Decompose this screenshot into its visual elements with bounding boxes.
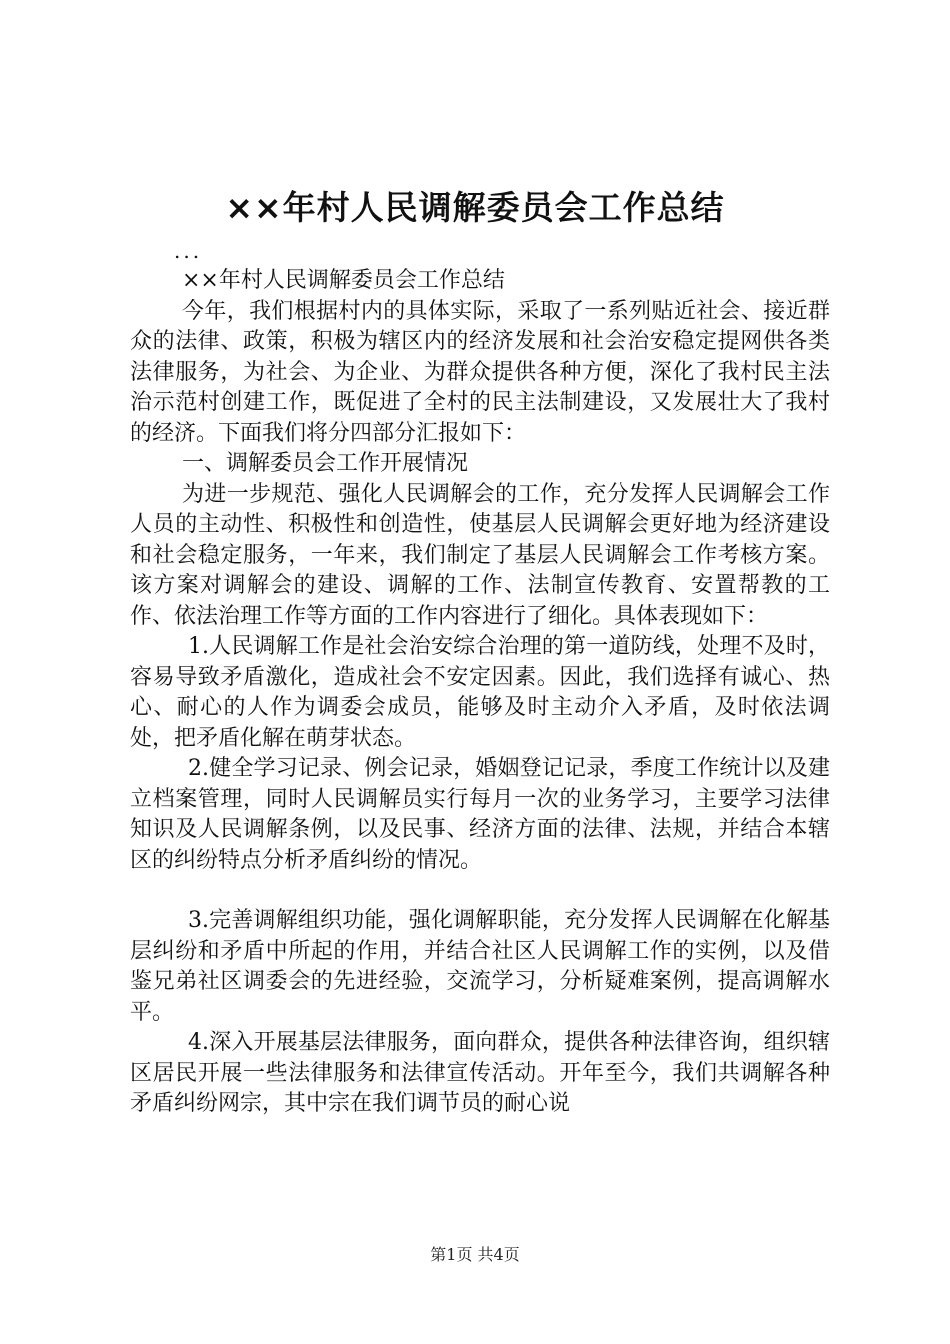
subtitle-paragraph: ××年村人民调解委员会工作总结	[182, 268, 505, 293]
body-paragraph: 为进一步规范、强化人民调解会的工作，充分发挥人民调解会工作人员的主动性、积极性和创造性，使基层人民调解会更好地为经济建设和社会稳定服务，一年来，我们制定了基层人民调解会工作考核方案。该方案对调解会的建设、调解的工作、法制宣传教育、安置帮教的工作、依法治理工作等方面的工作内容进行了细化。具体表现如下：	[130, 481, 830, 629]
list-item-4: 4.深入开展基层法律服务，面向群众，提供各种法律咨询，组织辖区居民开展一些法律服务和法律宣传活动。开年至今，我们共调解各种矛盾纠纷网宗，其中宗在我们调节员的耐心说	[130, 1030, 830, 1116]
list-item-1: 1.人民调解工作是社会治安综合治理的第一道防线，处理不及时，容易导致矛盾激化，造成社会不安定因素。因此，我们选择有诚心、热心、耐心的人作为调委会成员，能够及时主动介入矛盾，及时依法调处，把矛盾化解在萌芽状态。	[130, 634, 830, 751]
intro-paragraph: 今年，我们根据村内的具体实际，采取了一系列贴近社会、接近群众的法律、政策，积极为辖区内的经济发展和社会治安稳定提网供各类法律服务，为社会、为企业、为群众提供各种方便，深化了我村民主法治示范村创建工作，既促进了全村的民主法制建设，又发展壮大了我村的经济。下面我们将分四部分汇报如下：	[130, 298, 830, 446]
ellipsis-mark: ...	[174, 239, 203, 263]
document-title: ××年村人民调解委员会工作总结	[225, 188, 725, 227]
paragraph-gap	[130, 876, 830, 906]
list-item-2: 2.健全学习记录、例会记录，婚姻登记记录，季度工作统计以及建立档案管理，同时人民调解员实行每月一次的业务学习，主要学习法律知识及人民调解条例，以及民事、经济方面的法律、法规，并结合本辖区的纠纷特点分析矛盾纠纷的情况。	[130, 756, 830, 873]
list-item-3: 3.完善调解组织功能，强化调解职能，充分发挥人民调解在化解基层纠纷和矛盾中所起的作用，并结合社区人民调解工作的实例，以及借鉴兄弟社区调委会的先进经验，交流学习，分析疑难案例，提高调解水平。	[130, 908, 830, 1025]
page-footer: 第1页 共4页	[430, 1245, 520, 1264]
document-body	[130, 240, 830, 1120]
section-heading: 一、调解委员会工作开展情况	[182, 451, 469, 476]
